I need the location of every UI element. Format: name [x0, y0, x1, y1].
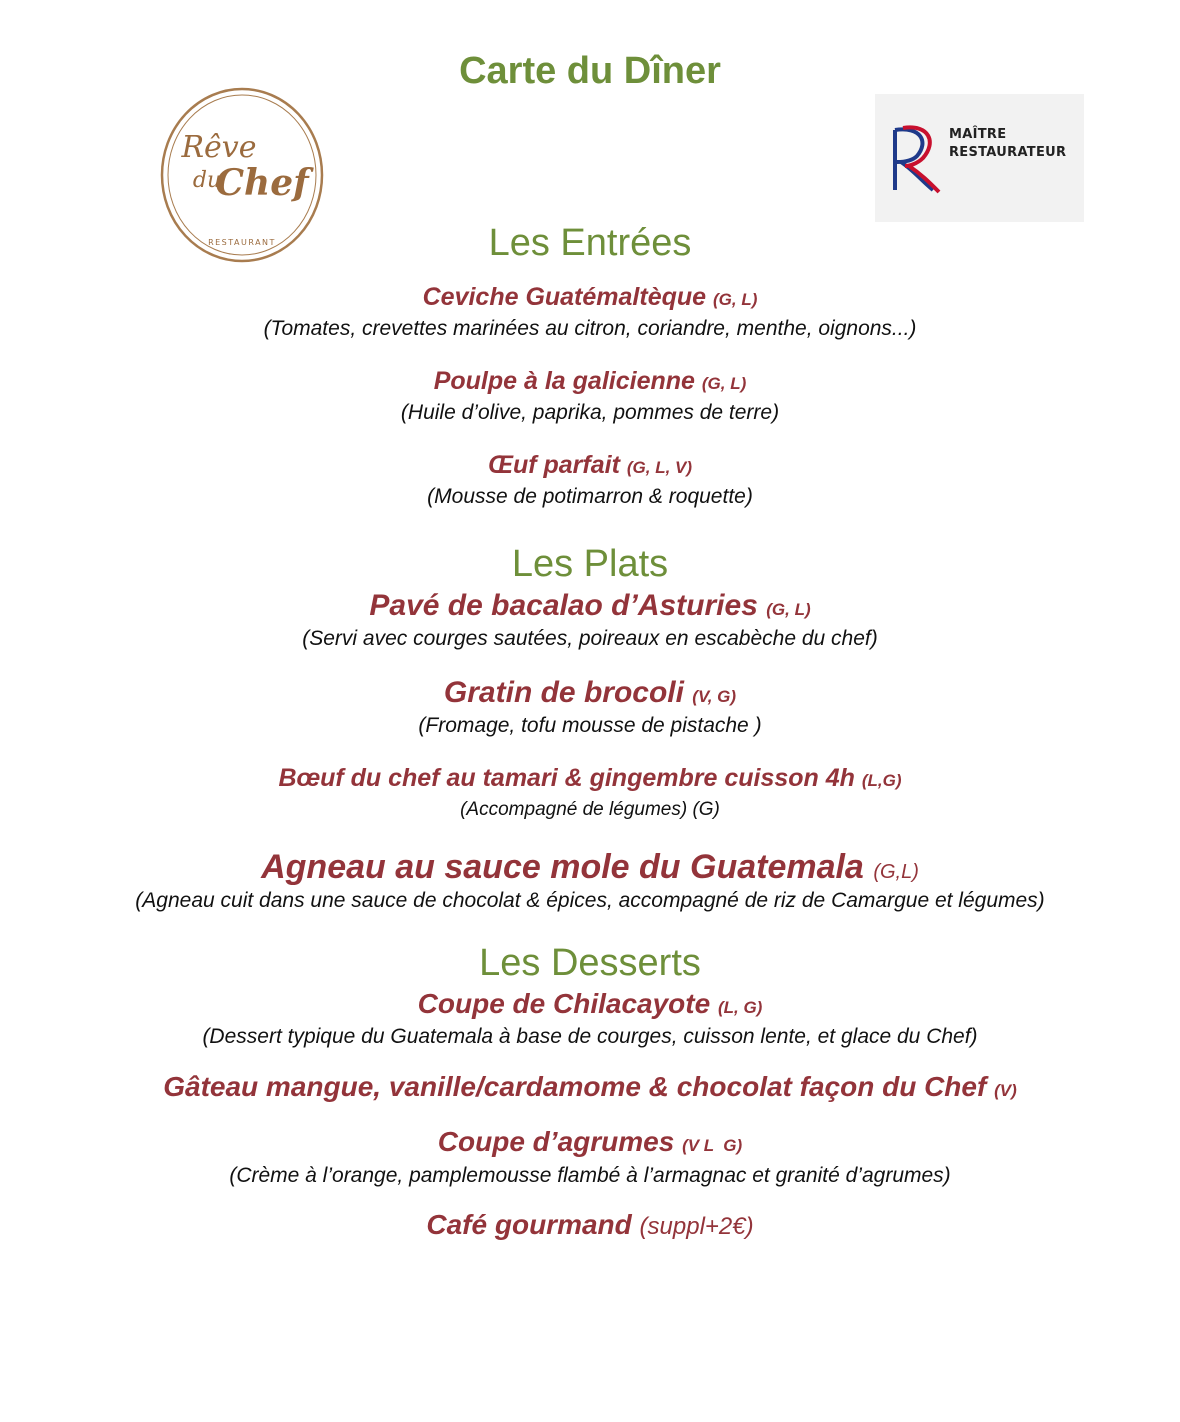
- dish-name: [0, 676, 1180, 710]
- logo-text-reve: Rêve: [181, 130, 257, 165]
- dish-label: Pavé de bacalao d’Asturies: [369, 589, 758, 622]
- dish-tags: (V, G): [692, 687, 737, 706]
- dish-tags: (G,L): [873, 861, 919, 883]
- dish-label: Bœuf du chef au tamari & gingembre cuisson 4h: [278, 764, 855, 792]
- dish-tags: (L, G): [717, 998, 763, 1017]
- dish-label: Gratin de brocoli: [443, 676, 684, 709]
- dish-label: Coupe d’agrumes: [437, 1126, 675, 1157]
- dish-tags: (suppl+2€): [639, 1213, 754, 1240]
- dish-description: (Servi avec courges sautées, poireaux en escabèche du chef): [302, 627, 878, 650]
- dish-tags: (L,G): [861, 771, 902, 790]
- dish-tags: (G, L): [713, 290, 758, 309]
- dish-name: [0, 589, 1180, 623]
- dish-tags: (V): [994, 1081, 1017, 1100]
- section-title-entrees: Les Entrées: [488, 222, 692, 264]
- dish-description: (Mousse de potimarron & roquette): [427, 485, 753, 508]
- page-title: Carte du Dîner: [459, 50, 721, 92]
- dish-name: [0, 988, 1180, 1020]
- dish-tags: (G, L, V): [626, 458, 693, 477]
- dish-name: [0, 1071, 1180, 1103]
- dish-name: [0, 367, 1180, 396]
- dish-name: [0, 1209, 1180, 1241]
- dish-description: (Dessert typique du Guatemala à base de courges, cuisson lente, et glace du Chef): [202, 1025, 978, 1048]
- mr-label-line2: RESTAURATEUR: [949, 145, 1067, 160]
- dish-label: Œuf parfait: [487, 451, 620, 479]
- dish-description: (Agneau cuit dans une sauce de chocolat & épices, accompagné de riz de Camargue et légumes): [135, 889, 1045, 912]
- section-title-desserts: Les Desserts: [479, 942, 701, 984]
- dish-description: (Fromage, tofu mousse de pistache ): [418, 714, 762, 737]
- dish-label: Agneau au sauce mole du Guatemala: [261, 848, 864, 886]
- dish-description: (Crème à l’orange, pamplemousse flambé à l’armagnac et granité d’agrumes): [229, 1164, 951, 1187]
- dish-label: Coupe de Chilacayote: [417, 988, 711, 1019]
- maitre-restaurateur-logo: [875, 94, 1084, 222]
- logo-text-restaurant: RESTAURANT: [208, 238, 276, 247]
- mr-label-line1: MAÎTRE: [949, 127, 1007, 142]
- dish-description: (Tomates, crevettes marinées au citron, coriandre, menthe, oignons...): [263, 317, 917, 340]
- dish-name: [0, 451, 1180, 480]
- dish-tags: (G, L): [701, 374, 747, 393]
- dish-tags: (G, L): [766, 600, 811, 619]
- dish-label: Ceviche Guatémaltèque: [422, 283, 707, 311]
- dish-name: [0, 764, 1180, 793]
- dish-label: Café gourmand: [426, 1209, 632, 1240]
- section-title-plats: Les Plats: [511, 543, 669, 585]
- mr-emblem-icon: [887, 120, 945, 200]
- logo-text-du: du: [192, 168, 222, 193]
- dish-description: (Huile d’olive, paprika, pommes de terre): [400, 401, 780, 424]
- dish-name: [0, 848, 1180, 887]
- logo-text-chef: Chef: [215, 162, 309, 204]
- dish-name: [0, 283, 1180, 312]
- dish-tags: (V L G): [682, 1136, 743, 1155]
- dish-label: Poulpe à la galicienne: [433, 367, 695, 395]
- dish-name: [0, 1126, 1180, 1158]
- dish-label: Gâteau mangue, vanille/cardamome & chocolat façon du Chef: [163, 1071, 987, 1102]
- mr-label-text: [949, 126, 1066, 162]
- dish-description: (Accompagné de légumes) (G): [460, 799, 720, 820]
